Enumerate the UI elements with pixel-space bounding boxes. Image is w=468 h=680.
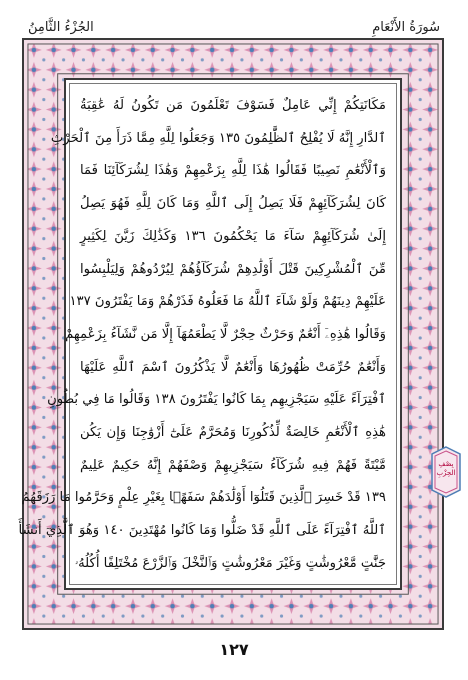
decorative-frame	[18, 38, 444, 630]
text-line: ٱلدَّارِ إِنَّهُ لَا يُفْلِحُ ٱلظَّٰلِمُونَ ١٣٥ وَجَعَلُوا لِلَّهِ مِمَّا ذَرَأَ مِنَ ٱلْحَرْثِ	[50, 130, 386, 146]
text-line: وَقَالُوا هَٰذِهِۦٓ أَنْعَٰمٌ وَحَرْثٌ حِجْرٌ لَّا يَطْعَمُهَآ إِلَّا مَن نَّشَآءُ بِزَعْمِهِمْ	[65, 326, 386, 342]
text-line: كَانَ لِشُرَكَآئِهِمْ فَلَا يَصِلُ إِلَى ٱللَّهِ وَمَا كَانَ لِلَّهِ فَهُوَ يَصِلُ	[80, 196, 386, 212]
quran-text	[18, 96, 386, 574]
page-number: ١٢٧	[219, 640, 249, 659]
surah-name: سُورَةُ الأَنْعَامِ	[372, 19, 440, 35]
page-header	[28, 16, 440, 38]
hizb-marker	[430, 446, 462, 498]
text-line: مِّنَ ٱلْمُشْرِكِينَ قَتْلَ أَوْلَٰدِهِمْ شُرَكَآؤُهُمْ لِيُرْدُوهُمْ وَلِيَلْبِسُوا	[80, 261, 386, 277]
text-panel	[18, 78, 402, 590]
text-line: وَٱلْأَنْعَٰمِ نَصِيبًا فَقَالُوا هَٰذَا لِلَّهِ بِزَعْمِهِمْ وَهَٰذَا لِشُرَكَآئِنَا فَمَا	[80, 163, 386, 179]
juz-name: الجُزْءُ الثَّامِنُ	[28, 19, 94, 35]
text-line: هَٰذِهِ ٱلْأَنْعَٰمِ خَالِصَةٌ لِّذُكُورِنَا وَمُحَرَّمٌ عَلَىٰٓ أَزْوَٰجِنَا وَإِن يَكُن	[80, 425, 386, 441]
text-line: إِلَىٰ شُرَكَآئِهِمْ سَآءَ مَا يَحْكُمُونَ ١٣٦ وَكَذَٰلِكَ زَيَّنَ لِكَثِيرٍ	[80, 228, 386, 244]
text-line: مَّيْتَةً فَهُمْ فِيهِ شُرَكَآءُ سَيَجْزِيهِمْ وَصْفَهُمْ إِنَّهُ حَكِيمٌ عَلِيمٌ	[80, 457, 386, 473]
text-line: ٱفْتِرَآءً عَلَيْهِ سَيَجْزِيهِم بِمَا كَانُوا يَفْتَرُونَ ١٣٨ وَقَالُوا مَا فِي بُطُونِ	[47, 392, 386, 408]
hizb-marker-label: بِصْفِ الحِزْبِ	[436, 460, 456, 477]
text-line: ١٣٩ قَدْ خَسِرَ ٱلَّذِينَ قَتَلُوٓا أَوْلَٰدَهُمْ سَفَهًۢا بِغَيْرِ عِلْمٍ وَحَرَّمُوا مَا رَزَقَهُمُ	[21, 490, 386, 506]
text-line: وَأَنْعَٰمٌ حُرِّمَتْ ظُهُورُهَا وَأَنْعَٰمٌ لَّا يَذْكُرُونَ ٱسْمَ ٱللَّهِ عَلَيْهَا	[80, 359, 386, 375]
text-line: جَنَّٰتٍ مَّعْرُوشَٰتٍ وَغَيْرَ مَعْرُوشَٰتٍ وَٱلنَّخْلَ وَٱلزَّرْعَ مُخْتَلِفًا أُكُلُهُۥ	[74, 555, 386, 571]
text-line: عَلَيْهِمْ دِينَهُمْ وَلَوْ شَآءَ ٱللَّهُ مَا فَعَلُوهُ فَذَرْهُمْ وَمَا يَفْتَرُونَ ١٣٧	[69, 294, 386, 310]
text-line: ٱللَّهُ ٱفْتِرَآءً عَلَى ٱللَّهِ قَدْ ضَلُّوا وَمَا كَانُوا مُهْتَدِينَ ١٤٠ وَهُوَ ٱلَّذِيٓ أَنشَأَ	[18, 523, 386, 539]
text-line: مَكَانَتِكُمْ إِنِّي عَامِلٌ فَسَوْفَ تَعْلَمُونَ مَن تَكُونُ لَهُ عَٰقِبَةُ	[80, 98, 386, 113]
